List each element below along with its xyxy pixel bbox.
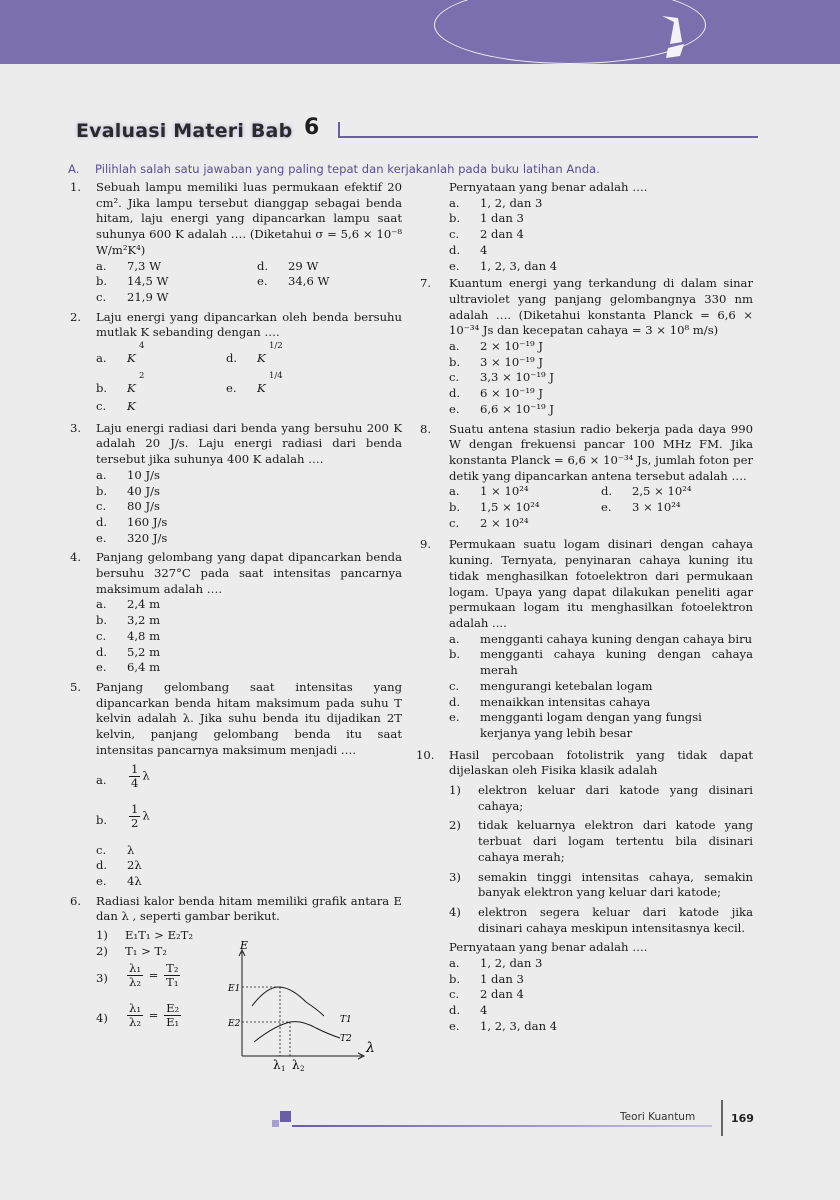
option <box>449 211 753 227</box>
option-text: mengganti logam dengan yang fungsi kerjanya yang lebih besar <box>480 710 702 740</box>
option-text: 29 W <box>288 258 319 273</box>
option <box>226 343 356 373</box>
option-text: 1 dan 3 <box>480 971 524 986</box>
statement-text: elektron keluar dari katode yang disinari cahaya; <box>478 783 753 813</box>
statement-number: 2) <box>449 818 461 833</box>
fraction-denominator: λ₂ <box>129 975 141 990</box>
graph-l2-sub: 2 <box>300 1065 305 1073</box>
header-banner <box>0 0 840 64</box>
option <box>96 484 402 500</box>
statement <box>96 944 226 960</box>
option-letter: d. <box>96 644 108 659</box>
option-letter: b. <box>449 647 461 662</box>
question-6-continued <box>420 180 753 274</box>
option-text: 1 × 10²⁴ <box>480 484 529 499</box>
option-base: K <box>127 381 136 396</box>
question-7 <box>420 276 753 417</box>
option-letter: e. <box>96 530 107 545</box>
option-letter: e. <box>257 274 268 289</box>
option-letter: e. <box>449 710 460 725</box>
fraction <box>164 1002 181 1029</box>
option-text: 1 dan 3 <box>480 211 524 226</box>
option-text: 2,5 × 10²⁴ <box>632 484 692 499</box>
option-letter: c. <box>449 678 460 693</box>
option <box>601 484 753 500</box>
question-number: 8. <box>420 421 432 436</box>
option-letter: a. <box>96 467 107 482</box>
option <box>449 695 753 711</box>
footer-square <box>280 1111 291 1122</box>
option-letter: c. <box>96 628 107 643</box>
option-letter: d. <box>449 694 461 709</box>
graph-t2-label: T2 <box>340 1034 352 1044</box>
option-letter: e. <box>96 873 107 888</box>
option <box>449 355 753 371</box>
option-letter: d. <box>449 1003 461 1018</box>
graph-curve-t1 <box>252 987 324 1016</box>
fraction <box>164 962 180 989</box>
option-letter: c. <box>449 515 460 530</box>
statement-number: 1) <box>449 783 461 798</box>
fraction <box>129 763 140 790</box>
option-letter: b. <box>96 381 108 396</box>
graph-l1-label: λ <box>273 1058 281 1072</box>
option <box>96 274 227 290</box>
option-text: 4λ <box>127 873 142 888</box>
option <box>449 386 753 402</box>
option-letter: a. <box>449 631 460 646</box>
option-text: 34,6 W <box>288 274 330 289</box>
option-letter: b. <box>449 971 461 986</box>
statement <box>449 818 753 865</box>
option <box>96 858 402 874</box>
option-letter: a. <box>449 339 460 354</box>
option <box>257 274 388 290</box>
option <box>96 468 402 484</box>
option-text: 1, 2, 3, dan 4 <box>480 258 558 273</box>
option-letter: e. <box>449 258 460 273</box>
question-number: 9. <box>420 537 432 552</box>
section-title <box>70 116 760 146</box>
option <box>96 763 402 797</box>
statement <box>449 870 753 901</box>
option <box>449 516 753 532</box>
option <box>96 613 402 629</box>
option-text: menaikkan intensitas cahaya <box>480 694 651 709</box>
question-8 <box>420 422 753 532</box>
option-symbol: λ <box>142 808 150 822</box>
option-text: 10 J/s <box>127 467 160 482</box>
option-exponent: 2 <box>139 371 145 382</box>
option-text: 3 × 10²⁴ <box>632 500 681 515</box>
option <box>449 484 601 500</box>
option <box>449 402 753 418</box>
option <box>96 597 402 613</box>
question-3 <box>70 421 402 547</box>
question-stem: Pernyataan yang benar adalah …. <box>449 180 648 194</box>
option-letter: b. <box>96 483 108 498</box>
option <box>96 399 402 415</box>
fraction-numerator: E₂ <box>166 1001 180 1016</box>
option-text: 3,3 × 10⁻¹⁹ J <box>480 370 555 385</box>
option-letter: a. <box>96 772 107 787</box>
option <box>449 972 753 988</box>
option-letter: b. <box>96 812 108 827</box>
option-letter: c. <box>96 289 107 304</box>
statement-number: 3) <box>449 869 461 884</box>
question-number: 3. <box>70 420 82 435</box>
option <box>96 629 402 645</box>
option-text: 2 dan 4 <box>480 987 524 1002</box>
option-letter: d. <box>449 242 461 257</box>
question-stem: Radiasi kalor benda hitam memiliki grafik antara E dan λ , seperti gambar berikut. <box>96 893 402 924</box>
fraction-numerator: 1 <box>131 801 139 816</box>
title-rule-tick <box>338 122 340 137</box>
fraction-numerator: 1 <box>131 761 139 776</box>
statement-number: 4) <box>449 904 461 919</box>
option <box>257 259 388 275</box>
option-text: mengganti cahaya kuning dengan cahaya biru <box>480 631 753 646</box>
option-letter: e. <box>226 381 237 396</box>
statement: 3) $\frac{\text{λ₁}}{\text{λ₂}}$ = $\frac{\text{T₂}}{\text{T₁}}$ <box>96 961 179 990</box>
option <box>449 987 753 1003</box>
option-letter: a. <box>96 351 107 366</box>
footer-rule <box>292 1125 712 1127</box>
instruction-letter: A. <box>68 162 80 176</box>
question-2 <box>70 310 402 415</box>
question-1 <box>70 180 402 306</box>
question-stem: Hasil percobaan fotolistrik yang tidak dapat dijelaskan oleh Fisika klasik adalah <box>449 747 753 778</box>
section-number: 6 <box>304 115 320 140</box>
title-rule <box>338 136 758 138</box>
fraction-denominator: E₁ <box>166 1015 180 1030</box>
option <box>449 243 753 259</box>
option <box>96 660 402 676</box>
option-text: 7,3 W <box>127 258 162 273</box>
question-stem: Suatu antena stasiun radio bekerja pada daya 990 W dengan frekuensi pancar 100 MHz FM. Jika konstanta Planck = 6,6 × 10⁻³⁴ Js, jumlah foton per detik yang dipancarkan antena tersebut adalah …. <box>449 421 753 483</box>
option-text: 4 <box>480 242 488 257</box>
option-letter: c. <box>449 227 460 242</box>
question-stem: Permukaan suatu logam disinari dengan cahaya kuning. Ternyata, penyinaran cahaya kuning itu tidak menghasilkan fotoelektron dari permukaan logam. Upaya yang dapat dilakukan peneliti agar permukaan logam itu menghasilkan fotoelektron adalah .... <box>449 537 753 630</box>
option-text: 40 J/s <box>127 483 160 498</box>
option-letter: d. <box>449 386 461 401</box>
section-label: Evaluasi Materi Bab <box>76 120 293 142</box>
question-number: 7. <box>420 276 432 291</box>
option-letter: d. <box>226 351 238 366</box>
option-letter: b. <box>449 211 461 226</box>
option-letter: a. <box>449 195 460 210</box>
fraction <box>127 1002 143 1029</box>
option-text: 21,9 W <box>127 289 169 304</box>
option-text: 1, 2, dan 3 <box>480 195 543 210</box>
option-base: K <box>257 351 266 366</box>
graph-l1-sub: 1 <box>281 1065 286 1073</box>
option-letter: a. <box>449 484 460 499</box>
graph-e1-label: E1 <box>228 984 241 994</box>
instruction-text: Pilihlah salah satu jawaban yang paling tepat dan kerjakanlah pada buku latihan Anda. <box>95 162 600 176</box>
option-text: 160 J/s <box>127 514 168 529</box>
question-number: 6. <box>70 893 82 908</box>
option-text: 3,2 m <box>127 613 161 628</box>
option-text: 2 × 10²⁴ <box>480 515 529 530</box>
question-stem: Kuantum energi yang terkandung di dalam sinar ultraviolet yang panjang gelombangnya 330 nm adalah …. (Diketahui konstanta Planck = 6,6 × 10⁻³⁴ Js dan kecepatan cahaya = 3 × 10⁸ m/s) <box>449 276 753 338</box>
left-column <box>70 180 402 1041</box>
option-letter: a. <box>96 597 107 612</box>
graph-curve-t2 <box>254 1022 340 1042</box>
fraction-denominator: 2 <box>131 815 139 830</box>
option-text: 6,6 × 10⁻¹⁹ J <box>480 401 555 416</box>
graph-x-label: λ <box>366 1040 375 1056</box>
page-number: 169 <box>731 1112 754 1125</box>
option-letter: a. <box>96 258 107 273</box>
option <box>96 843 402 859</box>
radiation-graph <box>222 938 382 1073</box>
question-9 <box>420 537 753 741</box>
option-letter: c. <box>449 987 460 1002</box>
option-letter: e. <box>601 500 612 515</box>
option <box>96 499 402 515</box>
option-text: 4 <box>480 1003 488 1018</box>
option <box>96 645 402 661</box>
question-stem: Laju energi radiasi dari benda yang bersuhu 200 K adalah 20 J/s. Laju energi radiasi dari benda tersebut jika suhunya 400 K adalah …. <box>96 420 402 467</box>
graph-t1-label: T1 <box>340 1015 352 1025</box>
option-symbol: λ <box>142 768 150 782</box>
option-letter: b. <box>96 274 108 289</box>
option-letter: b. <box>449 500 461 515</box>
question-number: 10. <box>416 747 435 762</box>
footer-square-light <box>272 1120 279 1127</box>
option-letter: b. <box>449 354 461 369</box>
statement <box>449 905 753 936</box>
graph-l2-label: λ <box>292 1058 300 1072</box>
option-text: λ <box>127 842 135 857</box>
option <box>449 710 753 741</box>
question-stem: Laju energi yang dipancarkan oleh benda bersuhu mutlak K sebanding dengan …. <box>96 309 402 340</box>
statement-number: 4) <box>96 1011 108 1026</box>
option <box>96 259 227 275</box>
option-text: mengganti cahaya kuning dengan cahaya merah <box>480 647 753 678</box>
option-text: 5,2 m <box>127 644 161 659</box>
option-letter: e. <box>449 1018 460 1033</box>
option-letter: c. <box>96 842 107 857</box>
option <box>449 500 601 516</box>
question-5 <box>70 680 402 890</box>
option-text: 1,5 × 10²⁴ <box>480 500 540 515</box>
option <box>449 370 753 386</box>
option-letter: c. <box>96 499 107 514</box>
question-stem: Sebuah lampu memiliki luas permukaan efektif 20 cm². Jika lampu tersebut dianggap sebagai benda hitam, laju energi yang dipancarkan lampu saat suhunya 600 K adalah …. (Diketahui σ = 5,6 × 10⁻⁸ W/m²K⁴) <box>96 180 402 257</box>
option-text: 6 × 10⁻¹⁹ J <box>480 386 543 401</box>
option-letter: b. <box>96 613 108 628</box>
fraction <box>129 803 140 830</box>
statement-text: E₁T₁ > E₂T₂ <box>125 928 194 943</box>
option-exponent: 1/4 <box>269 371 283 382</box>
option <box>96 531 402 547</box>
right-column <box>416 180 753 1037</box>
question-number: 5. <box>70 679 82 694</box>
statement <box>96 928 226 944</box>
fraction-numerator: λ₁ <box>129 1001 141 1016</box>
graph-e2-label: E2 <box>228 1019 241 1029</box>
option-text: 80 J/s <box>127 499 160 514</box>
statement-number: 1) <box>96 928 108 943</box>
option <box>449 259 753 275</box>
question-number: 1. <box>70 180 82 194</box>
option <box>449 1019 753 1035</box>
option <box>449 196 753 212</box>
option <box>96 803 402 837</box>
footer-chapter: Teori Kuantum <box>620 1111 696 1123</box>
option-text: mengurangi ketebalan logam <box>480 678 653 693</box>
option-text: 14,5 W <box>127 274 169 289</box>
option-letter: a. <box>449 956 460 971</box>
option-text: 1, 2, dan 3 <box>480 956 543 971</box>
statement-text: T₁ > T₂ <box>125 943 167 958</box>
option-letter: c. <box>96 399 107 414</box>
option-text: 6,4 m <box>127 660 161 675</box>
question-4 <box>70 550 402 676</box>
option <box>449 632 753 648</box>
fraction-numerator: λ₁ <box>129 961 141 976</box>
option <box>601 500 753 516</box>
graph-y-label: E <box>240 939 249 952</box>
option-text: K <box>127 399 136 414</box>
question-10 <box>416 747 753 1035</box>
question-number: 4. <box>70 550 82 565</box>
option <box>449 1003 753 1019</box>
statement: 4) $\frac{\text{λ₁}}{\text{λ₂}}$ = $\frac{\text{E₂}}{\text{E₁}}$ <box>96 1001 180 1030</box>
option-letter: d. <box>601 484 613 499</box>
option <box>449 679 753 695</box>
fraction-numerator: T₂ <box>166 961 179 976</box>
banner-swoosh-icon <box>640 0 700 64</box>
option-text: 2,4 m <box>127 597 161 612</box>
option-base: K <box>127 351 136 366</box>
question-number: 2. <box>70 309 82 324</box>
statement-text: tidak keluarnya elektron dari katode yang terbuat dari logam tertentu bila disinari cahaya merah; <box>478 818 753 864</box>
instruction <box>68 162 768 176</box>
option <box>96 515 402 531</box>
option <box>449 339 753 355</box>
option-letter: c. <box>449 370 460 385</box>
option-letter: e. <box>96 660 107 675</box>
fraction-denominator: 4 <box>131 775 139 790</box>
option <box>449 647 753 678</box>
option-letter: d. <box>96 858 108 873</box>
question-tail: Pernyataan yang benar adalah …. <box>449 940 648 955</box>
option-letter: e. <box>449 401 460 416</box>
option-text: 320 J/s <box>127 530 168 545</box>
option-letter: d. <box>257 258 269 273</box>
statement-number: 3) <box>96 971 108 986</box>
option-text: 2 × 10⁻¹⁹ J <box>480 339 543 354</box>
option <box>96 290 402 306</box>
option-text: 2 dan 4 <box>480 227 524 242</box>
option-text: 4,8 m <box>127 628 161 643</box>
fraction-denominator: λ₂ <box>129 1015 141 1030</box>
option <box>449 956 753 972</box>
option <box>449 227 753 243</box>
fraction-denominator: T₁ <box>166 975 179 990</box>
option-text: 2λ <box>127 858 142 873</box>
option-exponent: 4 <box>139 341 145 352</box>
option <box>96 874 402 890</box>
question-stem: Panjang gelombang saat intensitas yang dipancarkan benda hitam maksimum pada suhu T kelvin adalah λ. Jika suhu benda itu dijadikan 2T kelvin, panjang gelombang benda itu saat intensitas pancarnya maksimum menjadi …. <box>96 679 402 757</box>
option-text: 1, 2, 3, dan 4 <box>480 1018 558 1033</box>
statement-text: elektron segera keluar dari katode jika disinari cahaya meskipun intensitasnya kecil. <box>478 904 753 935</box>
statement-text: semakin tinggi intensitas cahaya, semakin banyak elektron yang keluar dari katode; <box>478 869 753 900</box>
option-exponent: 1/2 <box>269 341 283 352</box>
option-text: 3 × 10⁻¹⁹ J <box>480 354 543 369</box>
fraction <box>127 962 143 989</box>
footer-divider <box>721 1100 723 1136</box>
option <box>96 343 226 373</box>
option-base: K <box>257 381 266 396</box>
statement-number: 2) <box>96 943 108 958</box>
question-stem: Panjang gelombang yang dapat dipancarkan benda bersuhu 327°C pada saat intensitas pancarnya maksimum adalah …. <box>96 550 402 596</box>
option-letter: d. <box>96 514 108 529</box>
statement <box>449 783 753 814</box>
